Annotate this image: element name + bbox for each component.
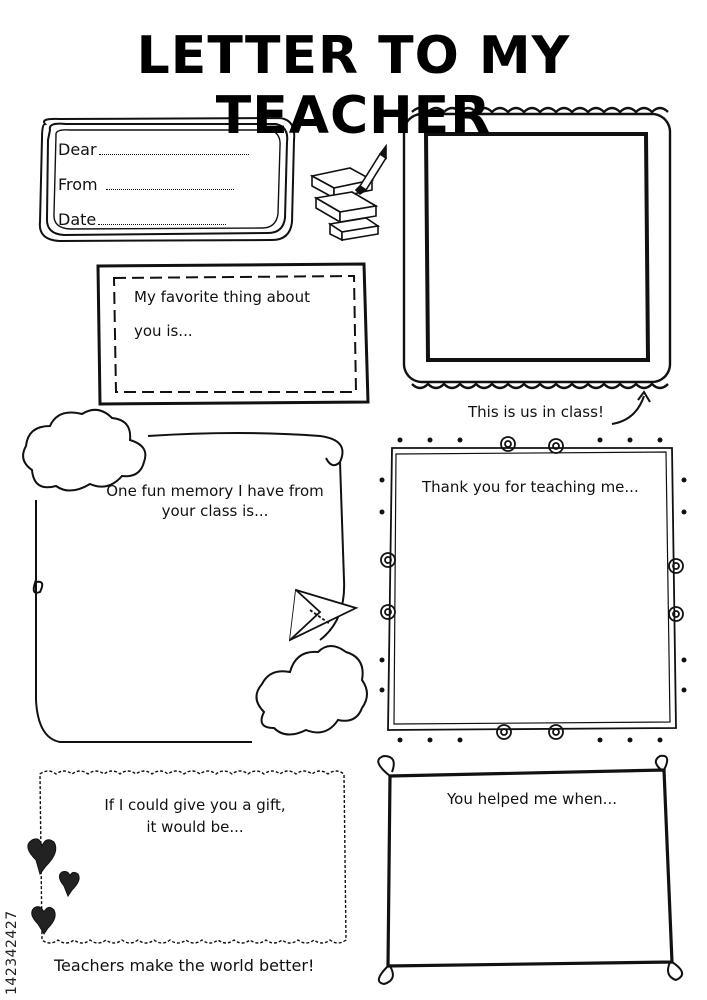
page-title: LETTER TO MY TEACHER: [136, 26, 571, 146]
date-line: [98, 212, 226, 225]
thank-text: Thank you for teaching me...: [422, 478, 639, 496]
thank-writing-area[interactable]: [398, 500, 666, 720]
dear-label: Dear: [58, 140, 97, 159]
stock-id-text: 142342427: [4, 910, 20, 995]
gift-writing-area[interactable]: [90, 844, 340, 936]
helped-writing-area[interactable]: [396, 816, 664, 958]
photo-caption: This is us in class!: [468, 403, 604, 421]
date-field[interactable]: [58, 210, 226, 229]
photo-area[interactable]: [428, 136, 646, 358]
memory-text-1: One fun memory I have from: [106, 482, 324, 500]
hearts-icon: [28, 839, 79, 934]
favorite-text-2: you is...: [134, 322, 193, 340]
memory-writing-area[interactable]: [44, 530, 334, 730]
gift-text-1: If I could give you a gift,: [104, 796, 286, 814]
books-doodle-icon: [312, 146, 386, 240]
from-line: [106, 177, 234, 190]
dear-field[interactable]: [58, 140, 249, 159]
curved-arrow-icon: [612, 396, 644, 424]
from-label: From: [58, 175, 98, 194]
gift-text-2: it would be...: [146, 818, 244, 836]
helped-text: You helped me when...: [447, 790, 617, 808]
memory-text-2: your class is...: [161, 502, 269, 520]
footer-text: Teachers make the world better!: [54, 956, 315, 975]
from-field[interactable]: [58, 175, 234, 194]
dear-line: [99, 142, 249, 155]
date-label: Date: [58, 210, 97, 229]
favorite-text-1: My favorite thing about: [134, 288, 310, 306]
favorite-writing-area[interactable]: [116, 278, 356, 392]
